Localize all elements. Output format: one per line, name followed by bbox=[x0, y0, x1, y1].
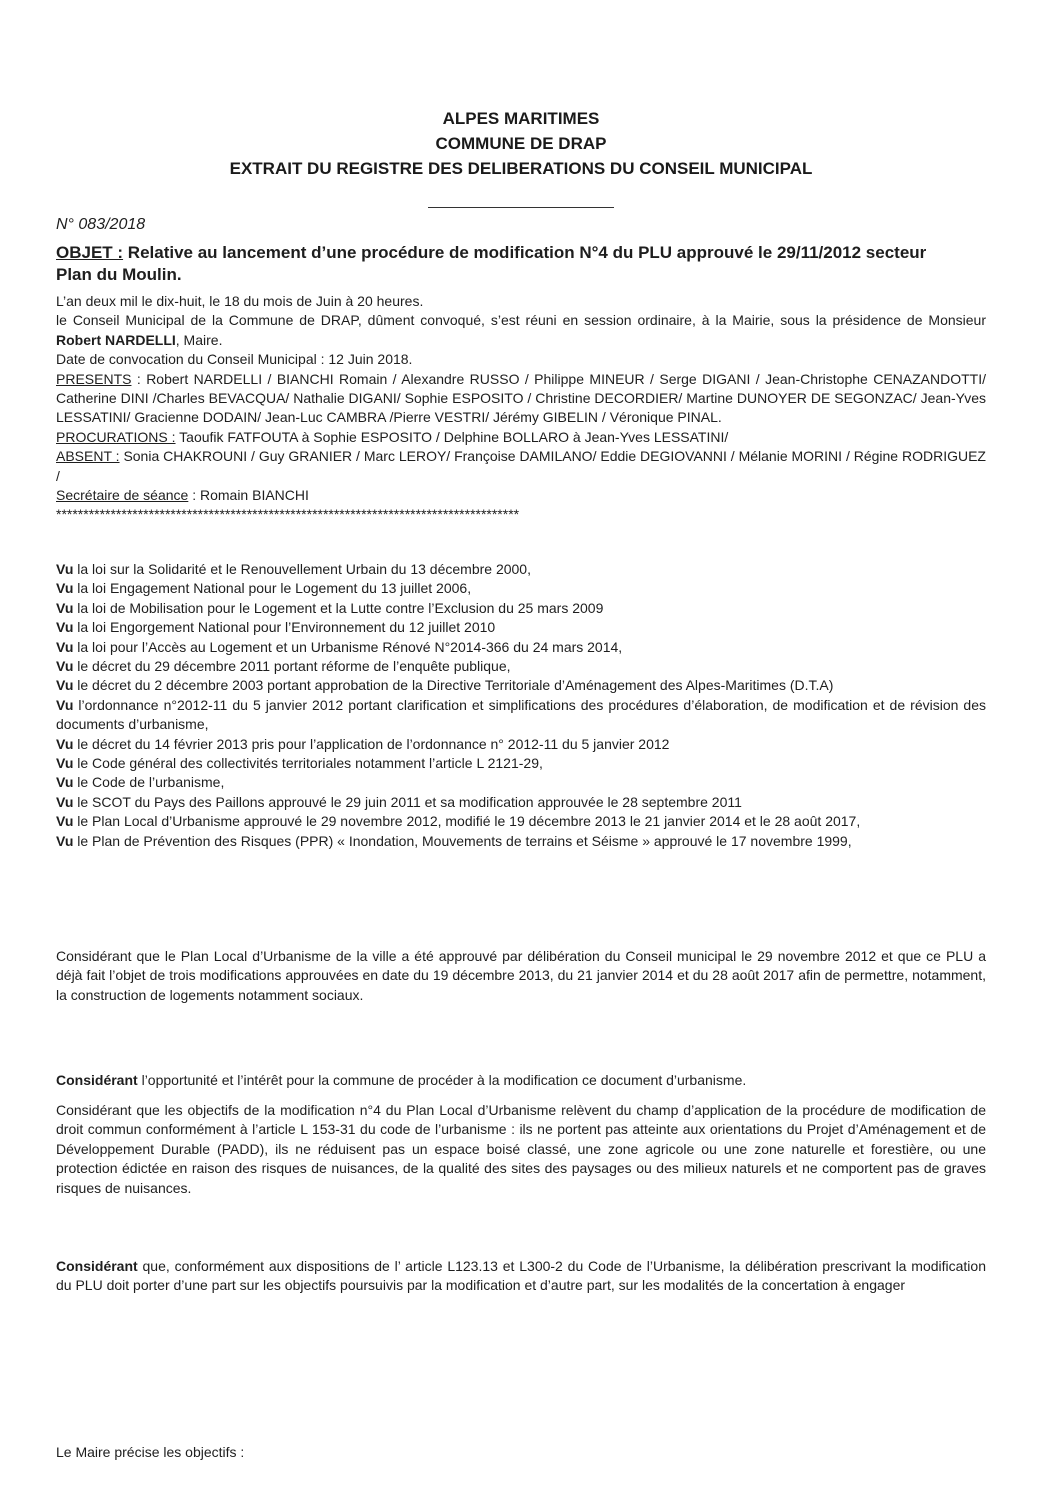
considerant-3: Considérant que les objectifs de la modification n°4 du Plan Local d’Urbanisme relèvent du champ d’application de la procédure de modification de droit commun conformément à l’article L 153-31 du code de l’urbanisme : ils ne portent pas atteinte aux orientations du Projet d’Aménagement et de Développement Durable (PADD), ils ne réduisent pas un espace boisé classé, une zone agricole ou une zone naturelle et forestière, ou une protection édictée en raison des risques de nuisances, de la qualité des sites des paysages ou des milieux naturels et ne comportent pas de graves risques de nuisances. bbox=[56, 1102, 986, 1196]
header-register-title: EXTRAIT DU REGISTRE DES DELIBERATIONS DU CONSEIL MUNICIPAL bbox=[229, 159, 813, 178]
session-convocation: le Conseil Municipal de la Commune de DRAP, dûment convoqué, s’est réuni en session ordinaire, à la Mairie, sous la présidence de Monsieur Robert NARDELLI, Maire. bbox=[56, 312, 986, 348]
vu-item: Vu le décret du 14 février 2013 pris pour l’application de l’ordonnance n° 2012-11 du 5 janvier 2012 bbox=[56, 735, 670, 752]
header-department: ALPES MARITIMES bbox=[442, 109, 600, 128]
deliberation-number: N° 083/2018 bbox=[56, 216, 146, 233]
vu-item: Vu le décret du 29 décembre 2011 portant réforme de l’enquête publique, bbox=[56, 658, 511, 675]
separator-stars: ************************************************************************************* bbox=[56, 506, 520, 523]
header-commune: COMMUNE DE DRAP bbox=[435, 134, 607, 153]
procurations-label: PROCURATIONS : bbox=[56, 428, 176, 445]
considerant-4: Considérant que, conformément aux dispositions de l’ article L123.13 et L300-2 du Code de l’Urbanisme, la délibération prescrivant la modification du PLU doit porter d’une part sur les objectifs poursuivis par la modification et d’autre part, sur les modalités de la concertation à engager bbox=[56, 1258, 986, 1294]
vu-item: Vu la loi Engagement National pour le Logement du 13 juillet 2006, bbox=[56, 580, 472, 597]
vu-item: Vu le décret du 2 décembre 2003 portant approbation de la Directive Territoriale d’Aménagement des Alpes-Maritimes (D.T.A) bbox=[56, 677, 834, 694]
vu-list bbox=[56, 560, 986, 851]
absent-label: ABSENT : bbox=[56, 448, 120, 465]
secretary: Secrétaire de séance : Romain BIANCHI bbox=[56, 487, 309, 504]
procurations-list: PROCURATIONS : Taoufik FATFOUTA à Sophie ESPOSITO / Delphine BOLLARO à Jean-Yves LESSATINI/ bbox=[56, 428, 729, 445]
mayor-name: Robert NARDELLI bbox=[56, 331, 176, 348]
secretary-label: Secrétaire de séance bbox=[56, 487, 189, 504]
document-header bbox=[56, 106, 986, 181]
object-text: Relative au lancement d’une procédure de modification N°4 du PLU approuvé le 29/11/2012 secteur Plan du Moulin. bbox=[56, 243, 927, 284]
considerant-1: Considérant que le Plan Local d’Urbanisme de la ville a été approuvé par délibération du Conseil municipal le 29 novembre 2012 et que ce PLU a déjà fait l’objet de trois modifications approuvées en date du 19 décembre 2013, du 21 janvier 2014 et du 28 août 2017 afin de permettre, notamment, la construction de logements notamment sociaux. bbox=[56, 948, 986, 1003]
document-page bbox=[56, 0, 986, 1496]
convocation-date: Date de convocation du Conseil Municipal : 12 Juin 2018. bbox=[56, 351, 413, 368]
vu-item: Vu le SCOT du Pays des Paillons approuvé le 29 juin 2011 et sa modification approuvée le 28 septembre 2011 bbox=[56, 793, 742, 810]
vu-item: Vu la loi de Mobilisation pour le Logement et la Lutte contre l’Exclusion du 25 mars 2009 bbox=[56, 599, 604, 616]
vu-item: Vu la loi Engorgement National pour l’Environnement du 12 juillet 2010 bbox=[56, 619, 496, 636]
presents-list: PRESENTS : Robert NARDELLI / BIANCHI Romain / Alexandre RUSSO / Philippe MINEUR / Serge DIGANI / Jean-Christophe CENAZANDOTTI/ Catherine DINI /Charles BEVACQUA/ Nathalie DIGANI/ Sophie ESPOSITO / Christine DECORDIER/ Martine DUNOYER DE SEGONZAC/ Jean-Yves LESSATINI/ Gracienne DODAIN/ Jean-Luc CAMBRA /Pierre VESTRI/ Jérémy GIBELIN / Véronique PINAL. bbox=[56, 370, 986, 426]
presents-label: PRESENTS bbox=[56, 370, 132, 387]
mayor-objectives-intro: Le Maire précise les objectifs : bbox=[56, 1444, 245, 1460]
vu-item: Vu le Plan Local d’Urbanisme approuvé le 29 novembre 2012, modifié le 19 décembre 2013 le 21 janvier 2014 et le 28 août 2017, bbox=[56, 813, 861, 830]
absent-list: ABSENT : Sonia CHAKROUNI / Guy GRANIER / Marc LEROY/ Françoise DAMILANO/ Eddie DEGIOVANNI / Mélanie MORINI / Régine RODRIGUEZ / bbox=[56, 448, 986, 484]
vu-item: Vu la loi pour l’Accès au Logement et un Urbanisme Rénové N°2014-366 du 24 mars 2014, bbox=[56, 638, 623, 655]
header-divider bbox=[428, 207, 614, 208]
vu-item: Vu la loi sur la Solidarité et le Renouvellement Urbain du 13 décembre 2000, bbox=[56, 561, 531, 577]
object-title bbox=[56, 242, 936, 286]
session-intro bbox=[56, 292, 986, 525]
vu-item: Vu le Code général des collectivités territoriales notamment l’article L 2121-29, bbox=[56, 755, 543, 772]
object-label: OBJET : bbox=[56, 243, 124, 262]
considerant-2: Considérant l’opportunité et l’intérêt pour la commune de procéder à la modification ce document d’urbanisme. bbox=[56, 1072, 747, 1088]
vu-item: Vu le Plan de Prévention des Risques (PPR) « Inondation, Mouvements de terrains et Séisme » approuvé le 17 novembre 1999, bbox=[56, 832, 852, 849]
vu-item: Vu l’ordonnance n°2012-11 du 5 janvier 2012 portant clarification et simplifications des procédures d’élaboration, de modification et de révision des documents d’urbanisme, bbox=[56, 696, 986, 733]
session-date: L’an deux mil le dix-huit, le 18 du mois de Juin à 20 heures. bbox=[56, 293, 424, 309]
vu-item: Vu le Code de l’urbanisme, bbox=[56, 774, 225, 791]
